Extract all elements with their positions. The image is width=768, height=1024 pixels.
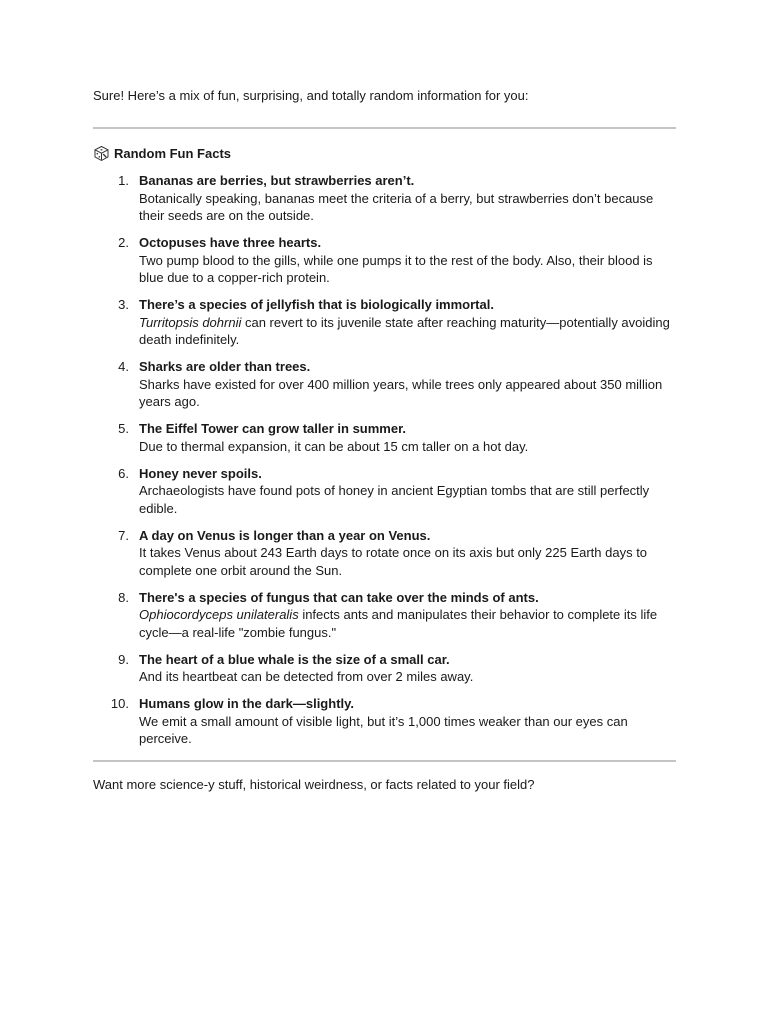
fact-body-text: infects ants and manipulates their behavior to complete its life cycle—a real-life "zombie fungus." <box>139 607 658 640</box>
fact-body <box>139 482 676 517</box>
divider-bottom <box>93 760 676 762</box>
fact-title: Humans glow in the dark—slightly. <box>139 696 355 711</box>
fact-title: The heart of a blue whale is the size of a small car. <box>139 651 450 667</box>
fact-number: 1. <box>118 173 129 188</box>
fact-body-text: It takes Venus about 243 Earth days to rotate once on its axis but only 225 Earth days to complete one orbit around the Sun. <box>139 545 648 578</box>
fact-item <box>93 420 676 455</box>
fact-title: Bananas are berries, but strawberries aren’t. <box>139 173 415 188</box>
fact-number: 10. <box>110 696 129 711</box>
response-content <box>93 87 676 793</box>
outro-text: Want more science-y stuff, historical weirdness, or facts related to your field? <box>93 776 535 792</box>
facts-list <box>93 172 676 748</box>
fact-number: 2. <box>118 235 129 250</box>
fact-body-text: Sharks have existed for over 400 million years, while trees only appeared about 350 million years ago. <box>139 376 663 409</box>
fact-title: Honey never spoils. <box>139 465 262 481</box>
fact-body <box>139 668 676 686</box>
fact-title: Octopuses have three hearts. <box>139 235 322 250</box>
game-die-icon <box>93 145 110 162</box>
fact-item <box>93 589 676 642</box>
fact-number: 8. <box>118 589 129 605</box>
fact-item <box>93 296 676 349</box>
fact-item <box>93 172 676 225</box>
fact-body-text: We emit a small amount of visible light, but it’s 1,000 times weaker than our eyes can perceive. <box>139 713 628 746</box>
fact-item <box>93 234 676 287</box>
fact-title: Sharks are older than trees. <box>139 359 311 374</box>
fact-title: A day on Venus is longer than a year on Venus. <box>139 527 431 543</box>
fact-title: There's a species of fungus that can take over the minds of ants. <box>139 589 539 605</box>
fact-item <box>93 651 676 686</box>
fact-italic: Ophiocordyceps unilateralis <box>139 607 299 622</box>
divider-top <box>93 127 676 129</box>
fact-body <box>139 438 676 456</box>
fact-number: 4. <box>118 359 129 374</box>
fact-body-text: Two pump blood to the gills, while one pumps it to the rest of the body. Also, their blood is blue due to a copper-rich protein. <box>139 252 653 285</box>
section-heading <box>93 145 676 163</box>
section-heading-text: Random Fun Facts <box>114 145 232 161</box>
fact-body <box>139 252 676 287</box>
fact-italic: Turritopsis dohrnii <box>139 314 242 330</box>
fact-item <box>93 465 676 518</box>
fact-item <box>93 527 676 580</box>
fact-body-text: can revert to its juvenile state after reaching maturity—potentially avoiding death indefinitely. <box>139 314 670 347</box>
fact-item <box>93 358 676 411</box>
fact-body-text: And its heartbeat can be detected from over 2 miles away. <box>139 669 474 684</box>
fact-body-text: Due to thermal expansion, it can be about 15 cm taller on a hot day. <box>139 438 529 454</box>
intro-text: Sure! Here’s a mix of fun, surprising, and totally random information for you: <box>93 88 529 103</box>
fact-body <box>139 314 676 349</box>
fact-body <box>139 190 676 225</box>
fact-body <box>139 606 676 641</box>
fact-title: The Eiffel Tower can grow taller in summer. <box>139 421 407 436</box>
fact-item <box>93 695 676 748</box>
fact-number: 7. <box>118 527 129 543</box>
fact-number: 6. <box>118 465 129 481</box>
fact-body <box>139 376 676 411</box>
fact-body <box>139 544 676 579</box>
fact-title: There’s a species of jellyfish that is biologically immortal. <box>139 297 494 312</box>
fact-body-text: Botanically speaking, bananas meet the criteria of a berry, but strawberries don’t because their seeds are on the outside. <box>139 190 654 223</box>
fact-body-text: Archaeologists have found pots of honey in ancient Egyptian tombs that are still perfectly edible. <box>139 483 650 516</box>
fact-body <box>139 713 676 748</box>
fact-number: 3. <box>118 297 129 312</box>
fact-number: 9. <box>118 651 129 667</box>
fact-number: 5. <box>118 421 129 436</box>
